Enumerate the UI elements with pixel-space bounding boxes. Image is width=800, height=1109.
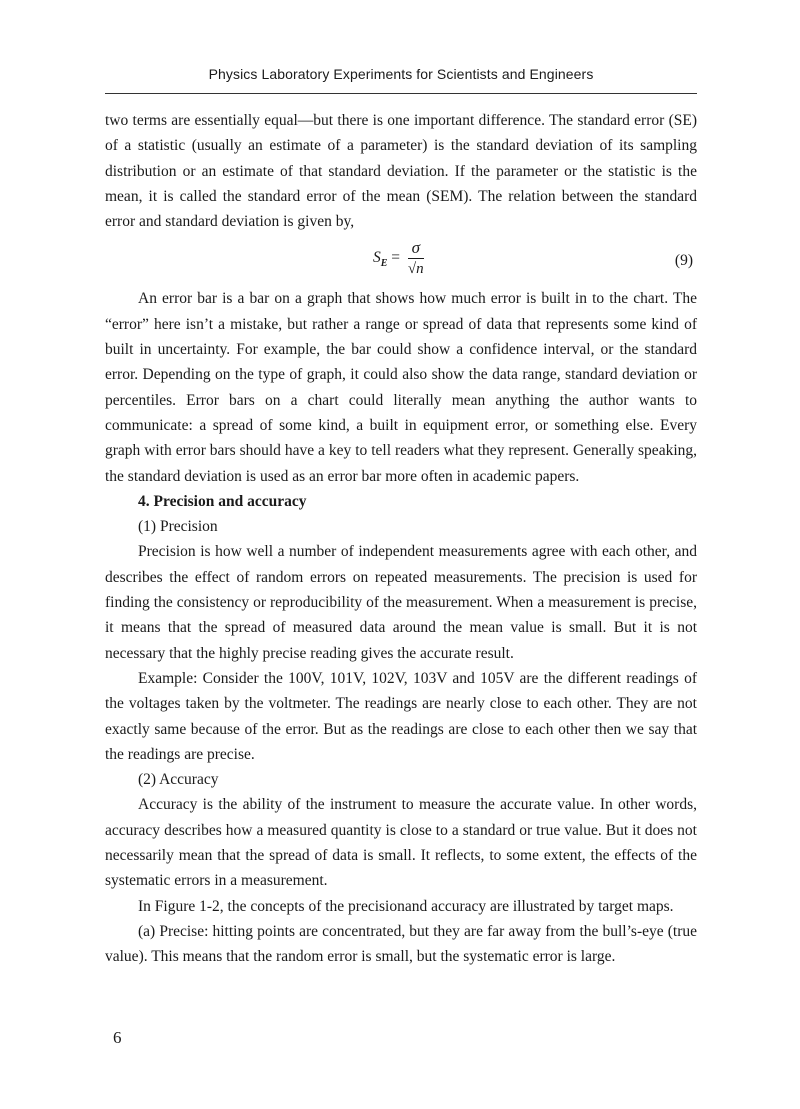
equation-9	[105, 234, 697, 286]
paragraph-error-bar: An error bar is a bar on a graph that shows how much error is built in to the chart. The “error” here isn’t a mistake, but rather a range or spread of data that represents some kind of built in uncertainty. For example, the bar could show a confidence interval, or the standard error. Depending on the type of graph, it could also show the data range, standard deviation or percentiles. Error bars on a chart could literally mean anything the author wants to communicate: a spread of some kind, a built in equipment error, or something else. Every graph with error bars should have a key to tell readers what they represent. Generally speaking, the standard deviation is used as an error bar more often in academic papers.	[105, 290, 697, 485]
page-body	[105, 108, 697, 970]
paragraph-example: Example: Consider the 100V, 101V, 102V, 103V and 105V are the different readings of the voltages taken by the voltmeter. The readings are nearly close to each other. They are not exactly same because of the error. But as the readings are close to each other then we say that the readings are precise.	[105, 669, 697, 763]
equation-fraction	[408, 238, 424, 279]
equation-lhs-subscript: E	[380, 258, 388, 270]
subheading-accuracy: (2) Accuracy	[138, 771, 219, 789]
paragraph-standard-error: two terms are essentially equal—but there is one important difference. The standard error (SE) of a statistic (usually an estimate of a parameter) is the standard deviation of its sampling distribution or an estimate of that standard deviation. If the parameter or the statistic is the mean, it is called the standard error of the mean (SEM). The relation between the standard error and standard deviation is given by,	[105, 112, 697, 231]
equation-equals: =	[391, 249, 401, 267]
page-number: 6	[113, 1028, 122, 1047]
running-header: Physics Laboratory Experiments for Scientists and Engineers	[208, 66, 594, 82]
equation-lhs: S	[373, 249, 381, 267]
subheading-precision: (1) Precision	[138, 518, 218, 536]
paragraph-precise-case: (a) Precise: hitting points are concentrated, but they are far away from the bull’s-eye (true value). This means that the random error is small, but the systematic error is large.	[105, 922, 697, 966]
paragraph-figure-reference: In Figure 1-2, the concepts of the precisionand accuracy are illustrated by target maps.	[138, 897, 674, 915]
equation-number: (9)	[674, 252, 693, 270]
equation-formula	[373, 238, 424, 279]
equation-numerator: σ	[408, 238, 424, 259]
paragraph-precision: Precision is how well a number of independent measurements agree with each other, and describes the effect of random errors on repeated measurements. The precision is used for finding the consistency or reproducibility of the measurement. When a measurement is precise, it means that the spread of measured data around the mean value is small. But it is not necessary that the highly precise reading gives the accurate result.	[105, 543, 697, 662]
equation-denominator: √n	[407, 261, 424, 278]
header-rule	[105, 93, 697, 94]
paragraph-accuracy: Accuracy is the ability of the instrument to measure the accurate value. In other words, accuracy describes how a measured quantity is close to a standard or true value. But it does not necessarily mean that the spread of data is small. It reflects, to some extent, the effects of the systematic errors in a measurement.	[105, 796, 697, 890]
section-heading: 4. Precision and accuracy	[138, 492, 307, 510]
